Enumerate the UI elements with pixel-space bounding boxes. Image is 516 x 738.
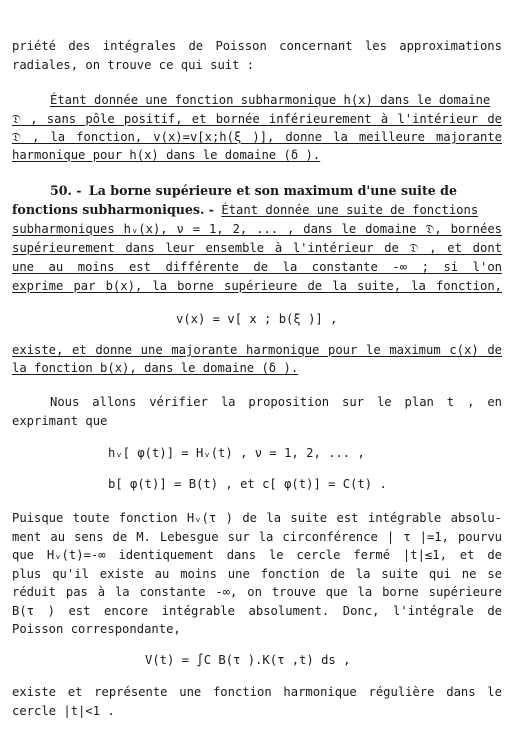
section-title-1: La borne supérieure et son maximum d'une suite de <box>88 183 458 198</box>
section-body-line-4: exprime par b(x), la borne supérieure de la suite, la fonction, <box>12 279 502 293</box>
main-line-6: B(τ ) est encore intégrable absolument. Donc, l'intégrale de <box>12 604 502 618</box>
main-line-4: plus qu'il existe au moins une fonction de la suite qui ne se <box>12 567 502 581</box>
intro-line-1: priété des intégrales de Poisson concernant les approximations <box>12 39 502 53</box>
verification-line-2: exprimant que <box>12 414 108 428</box>
main-line-7: Poisson correspondante, <box>12 622 181 636</box>
conclusion-line-2: la fonction b(x), dans le domaine (δ ). <box>12 361 299 375</box>
theorem-line-1: Étant donnée une fonction subharmonique h(x) dans le domaine <box>50 93 491 107</box>
section-heading <box>50 183 502 199</box>
section-formula: v(x) = v[ x ; b(ξ )] , <box>176 312 338 326</box>
theorem-line-4: harmonique pour h(x) dans le domaine (δ ). <box>12 148 321 162</box>
section-number: 50. - <box>50 183 82 198</box>
poisson-integral: V(t) = ∫C B(τ ).K(τ ,t) ds , <box>145 653 351 667</box>
equation-1: hᵥ[ φ(t)] = Hᵥ(t) , ν = 1, 2, ... , <box>108 446 365 460</box>
conclusion-line-1: existe, et donne une majorante harmonique pour le maximum c(x) de <box>12 343 502 357</box>
main-line-2: ment au sens de M. Lebesgue sur la circonférence | τ |=1, pourvu <box>12 530 502 544</box>
verification-line-1: Nous allons vérifier la proposition sur le plan t , en <box>50 395 502 409</box>
equation-2: b[ φ(t)] = B(t) , et c[ φ(t)] = C(t) . <box>108 477 387 491</box>
main-line-3: que Hᵥ(t)=-∞ identiquement dans le cercle fermé |t|≤1, et de <box>12 548 502 562</box>
section-body-line-3: une au moins est différente de la constante -∞ ; si l'on <box>12 260 502 274</box>
intro-line-2: radiales, on trouve ce qui suit : <box>12 58 255 72</box>
section-body-line-1: subharmoniques hᵥ(x), ν = 1, 2, ... , dans le domaine 𝔇, bornées <box>12 222 502 236</box>
section-heading-line-2 <box>12 202 502 218</box>
theorem-line-3: 𝔇 , la fonction, v(x)=v[x;h(ξ )], donne la meilleure majorante <box>12 130 502 144</box>
end-line-2: cercle |t|<1 . <box>12 704 115 718</box>
main-line-1: Puisque toute fonction Hᵥ(τ ) de la suite est intégrable absolu- <box>12 511 502 525</box>
section-body-start: Étant donnée une suite de fonctions <box>221 203 479 217</box>
end-line-1: existe et représente une fonction harmonique régulière dans le <box>12 685 502 699</box>
section-title-2: fonctions subharmoniques. - <box>12 202 215 217</box>
main-line-5: réduit pas à la constante -∞, on trouve que la borne supérieure <box>12 585 502 599</box>
theorem-line-2: 𝔇 , sans pôle positif, et bornée inférieurement à l'intérieur de <box>12 112 502 126</box>
section-body-line-2: supérieurement dans leur ensemble à l'intérieur de 𝔇 , et dont <box>12 241 502 255</box>
